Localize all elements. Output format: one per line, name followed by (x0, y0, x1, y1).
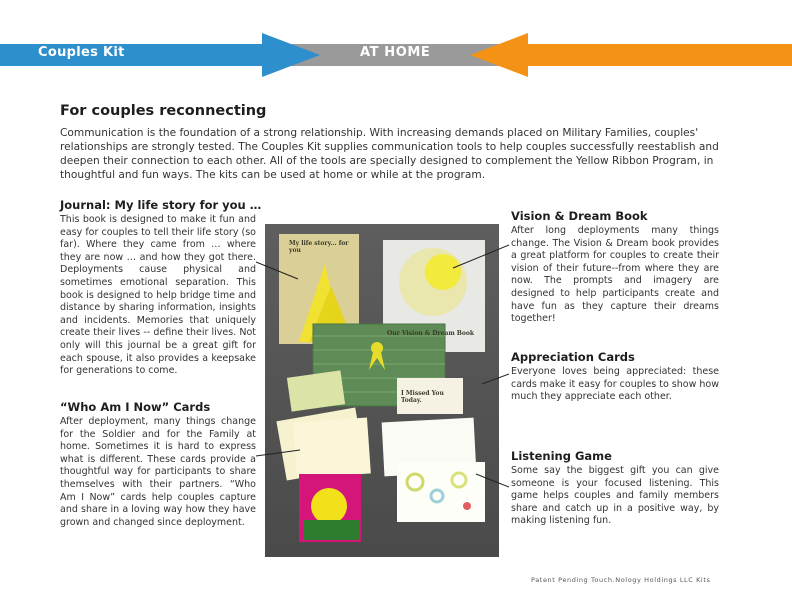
header-arrows (0, 0, 792, 80)
who-card-2 (293, 417, 371, 478)
listening-heart-dot (463, 502, 471, 510)
header-banner (0, 0, 792, 80)
appreciation-body: Everyone loves being appreciated: these cards make it easy for couples to show how much they appreciate each other. (511, 366, 719, 403)
intro-heading: For couples reconnecting (60, 103, 267, 119)
journal-title: Journal: My life story for you … (60, 198, 262, 212)
who-am-i-title: “Who Am I Now” Cards (60, 400, 211, 414)
product-photo (265, 224, 499, 557)
who-card-sun (311, 488, 347, 524)
kit-title: Couples Kit (38, 45, 125, 60)
footer-text: Patent Pending Touch.Nology Holdings LLC Kits (531, 576, 711, 584)
who-am-i-body: After deployment, many things change for the Soldier and for the Family at home. Sometimes it is hard to express what is different. These cards provide a thoughtful way for participants to share themselves with their partners. “Who Am I Now” cards help couples capture and share in a loving way how they have grown and changed since deployment. (60, 416, 256, 528)
who-card-grass (303, 520, 359, 540)
vision-cover-text: Our Vision & Dream Book (387, 330, 475, 337)
location-label: AT HOME (360, 45, 431, 60)
product-illustration (265, 224, 499, 557)
vision-body: After long deployments many things change. The Vision & Dream book provides a great platform for couples to create their vision of their future--from where they are now. The prompts and imagery are designed to help participants create and have fun as they capture their dreams together! (511, 225, 719, 325)
intro-paragraph: Communication is the foundation of a strong relationship. With increasing demands placed on Military Families, couples' relationships are strongly tested. The Couples Kit supplies communication tools to help couples successfully reestablish and deepen their connection to each other. All of the tools are specially designed to complement the Yellow Ribbon Program, in thoughtful and fun ways. The kits can be used at home or while at the program. (60, 127, 719, 181)
card-text: I Missed You Today. (401, 390, 444, 404)
journal-cover-text: My life story... for you (289, 240, 349, 254)
left-arrow-tail (0, 44, 30, 66)
appreciation-title: Appreciation Cards (511, 350, 635, 364)
listening-body: Some say the biggest gift you can give someone is your focused listening. This game helps couples and family members share and catch up in a positive way, by making listening fun. (511, 465, 719, 527)
listening-title: Listening Game (511, 449, 612, 463)
vision-title: Vision & Dream Book (511, 209, 648, 223)
vision-circle-2 (425, 254, 461, 290)
journal-body: This book is designed to make it fun and easy for couples to tell their life story (so far). Where they came from … where they are now … and how they got there. Deployments cause physical and sometimes emotional separation. This book is designed to help bridge time and distance by sharing information, insights and incidents. Memories that uniquely create their lives -- define their lives. Not only will this journal be a great gift for each spouse, it also provides a keepsake for generations to come. (60, 214, 256, 377)
right-arrow (470, 33, 792, 77)
